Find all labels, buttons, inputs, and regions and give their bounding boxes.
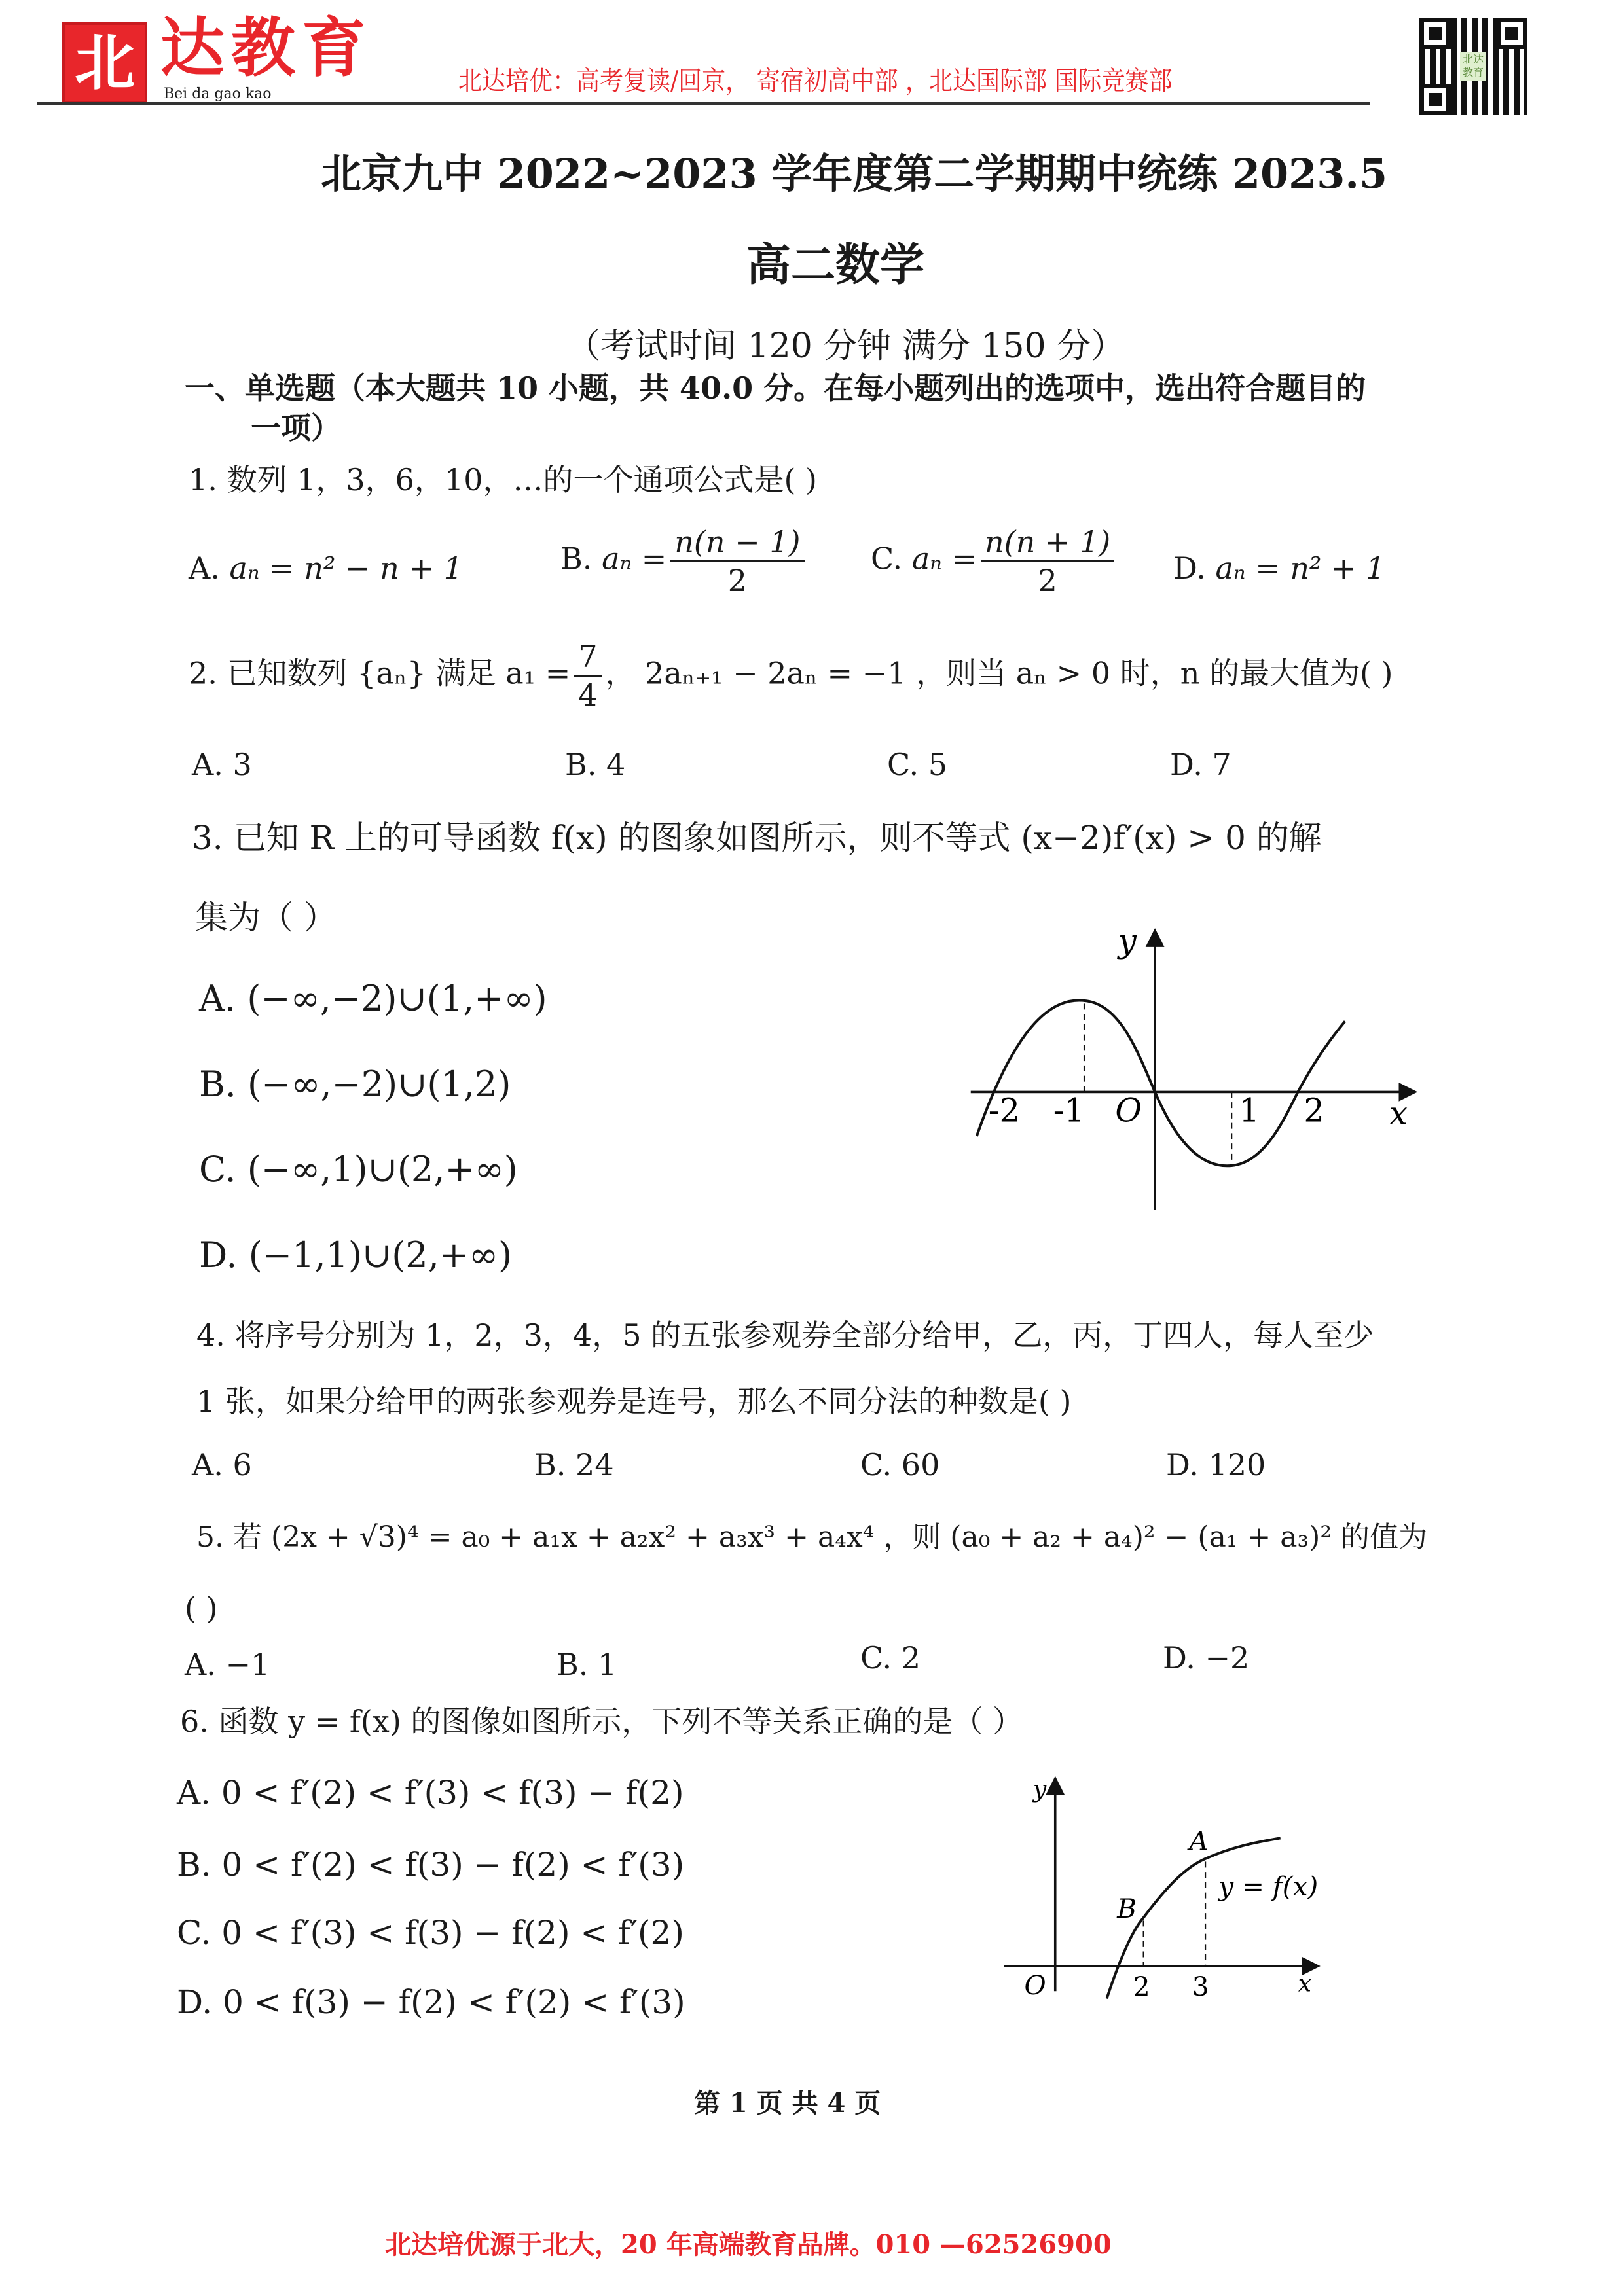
question-1-stem: 1. 数列 1，3，6，10，…的一个通项公式是( ) [189, 462, 817, 497]
numerator: n(n − 1) [670, 524, 804, 562]
question-4-stem-cont: 1 张，如果分给甲的两张参观券是连号，那么不同分法的种数是( ) [196, 1384, 1072, 1419]
denominator: 4 [578, 677, 598, 713]
denominator: 2 [727, 563, 748, 598]
numerator: 7 [574, 638, 601, 677]
q3-option-a: A. (−∞,−2)∪(1,+∞) [199, 978, 547, 1019]
logo-mark: 北 [62, 22, 147, 103]
tick-label: -1 [1053, 1091, 1085, 1130]
q5-option-b: B. 1 [556, 1647, 617, 1682]
q6-option-c: C. 0 < f′(3) < f(3) − f(2) < f′(2) [177, 1914, 684, 1952]
option-label: C. [871, 541, 903, 577]
q2-option-a: A. 3 [192, 747, 252, 782]
q3-option-b: B. (−∞,−2)∪(1,2) [199, 1064, 511, 1105]
option-formula: aₙ = n² + 1 [1215, 550, 1385, 586]
section-heading-cont: 一项） [251, 410, 341, 446]
axis-label-y: y [1033, 1776, 1047, 1803]
q4-option-b: B. 24 [534, 1447, 614, 1482]
subject-title: 高二数学 [746, 239, 925, 291]
numerator: n(n + 1) [981, 524, 1114, 562]
fraction [981, 524, 1114, 599]
q6-function-graph [996, 1770, 1343, 2007]
q3-option-c: C. (−∞,1)∪(2,+∞) [199, 1149, 518, 1190]
tick-label: 2 [1133, 1971, 1150, 2003]
question-3-stem-cont: 集为（ ） [195, 899, 337, 937]
q3-function-graph [966, 922, 1425, 1210]
denominator: 2 [1038, 563, 1057, 598]
stem-text: 2. 已知数列 {aₙ} 满足 a₁ = [189, 655, 571, 691]
q5-option-d: D. −2 [1163, 1640, 1250, 1676]
q4-option-a: A. 6 [192, 1447, 252, 1482]
option-label: B. [560, 541, 593, 577]
header-divider [37, 102, 1370, 105]
origin-label: O [1115, 1091, 1142, 1130]
stem-text: ， 2aₙ₊₁ − 2aₙ = −1 ，则当 aₙ > 0 时，n 的最大值为( ) [605, 655, 1393, 691]
question-4-stem: 4. 将序号分别为 1，2，3，4，5 的五张参观券全部分给甲，乙，丙，丁四人，每人至少 [196, 1318, 1374, 1353]
qr-code [1419, 18, 1527, 115]
q6-option-d: D. 0 < f(3) − f(2) < f′(2) < f′(3) [177, 1983, 685, 2021]
logo-pinyin: Bei da gao kao [164, 86, 272, 102]
exam-title: 北京九中 2022~2023 学年度第二学期期中统练 2023.5 [321, 150, 1388, 198]
axis-label-y: y [1118, 922, 1137, 960]
option-label: A. [189, 550, 220, 586]
footer-ad: 北达培优源于北大，20 年高端教育品牌。010 —62526900 [385, 2229, 1112, 2260]
question-5-stem-cont: ( ) [185, 1590, 218, 1626]
curve [977, 1000, 1345, 1166]
question-6-stem: 6. 函数 y = f(x) 的图像如图所示，下列不等关系正确的是（ ） [180, 1704, 1023, 1739]
header-tagline: 北达培优：高考复读/回京， 寄宿初高中部 ，北达国际部 国际竞赛部 [458, 66, 1173, 96]
tick-label: 3 [1192, 1971, 1209, 2003]
logo-text: 达教育 [160, 10, 373, 86]
section-heading: 一、单选题（本大题共 10 小题，共 40.0 分。在每小题列出的选项中，选出符合题目的 [185, 370, 1366, 406]
option-lhs: aₙ = [911, 541, 977, 577]
fraction [574, 638, 601, 713]
q1-option-c [871, 524, 1118, 599]
origin-label: O [1024, 1969, 1046, 2001]
q4-option-d: D. 120 [1166, 1447, 1266, 1482]
q5-option-a: A. −1 [185, 1647, 270, 1682]
q2-option-c: C. 5 [887, 747, 948, 782]
point-label-b: B [1117, 1892, 1137, 1924]
qr-center-label: 北达教育 [1460, 52, 1486, 81]
function-label: y = f(x) [1218, 1871, 1319, 1903]
fraction [670, 524, 804, 599]
page-number: 第 1 页 共 4 页 [694, 2088, 881, 2119]
option-lhs: aₙ = [602, 541, 667, 577]
axis-label-x: x [1389, 1094, 1408, 1132]
option-label: D. [1173, 550, 1206, 586]
question-5-stem: 5. 若 (2x + √3)⁴ = a₀ + a₁x + a₂x² + a₃x³ + a₄x⁴ ，则 (a₀ + a₂ + a₄)² − (a₁ + a₃)² 的值为 [196, 1520, 1427, 1554]
q3-option-d: D. (−1,1)∪(2,+∞) [199, 1234, 513, 1276]
q6-option-a: A. 0 < f′(2) < f′(3) < f(3) − f(2) [177, 1774, 684, 1812]
axis-label-x: x [1298, 1970, 1312, 1998]
exam-info: （考试时间 120 分钟 满分 150 分） [566, 327, 1125, 366]
q4-option-c: C. 60 [860, 1447, 940, 1482]
question-2-stem [189, 638, 1393, 713]
q1-option-b [560, 524, 809, 599]
q2-option-d: D. 7 [1170, 747, 1231, 782]
tick-label: 1 [1239, 1091, 1260, 1130]
tick-label: 2 [1304, 1091, 1324, 1130]
q1-option-d [1173, 548, 1385, 588]
tick-label: -2 [988, 1091, 1020, 1130]
point-label-a: A [1189, 1825, 1209, 1857]
q5-option-c: C. 2 [860, 1640, 921, 1676]
q1-option-a [189, 548, 463, 588]
question-3-stem: 3. 已知 R 上的可导函数 f(x) 的图象如图所示，则不等式 (x−2)f′(x) > 0 的解 [192, 819, 1322, 857]
q6-option-b: B. 0 < f′(2) < f(3) − f(2) < f′(3) [177, 1846, 685, 1884]
q2-option-b: B. 4 [565, 747, 626, 782]
option-formula: aₙ = n² − n + 1 [229, 550, 463, 586]
